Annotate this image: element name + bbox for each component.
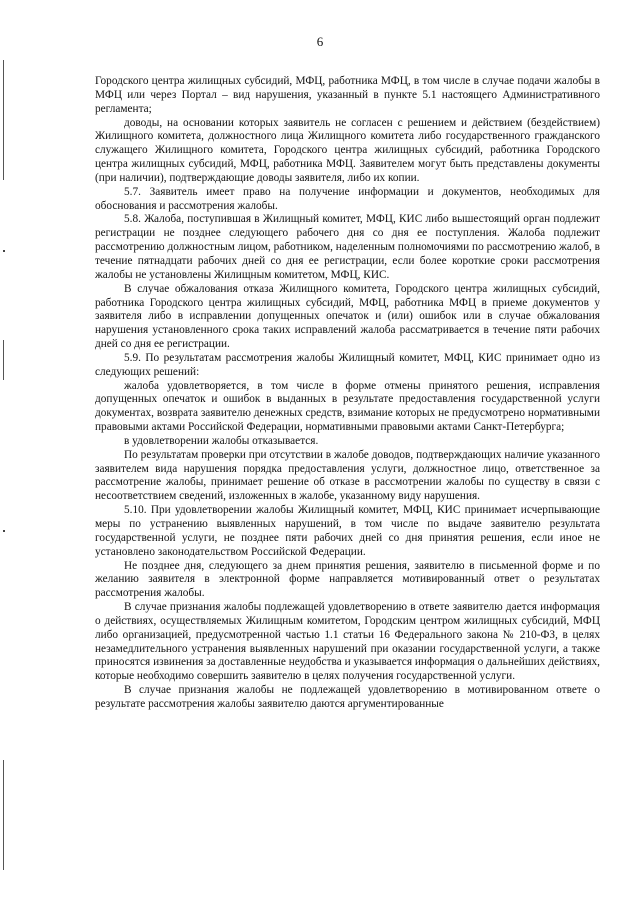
paragraph: Не позднее дня, следующего за днем принятия решения, заявителю в письменной форме и по желанию заявителя в электронной форме направляется мотивированный ответ о результатах рассмотрения жалобы. xyxy=(95,559,600,600)
paragraph: жалоба удовлетворяется, в том числе в форме отмены принятого решения, исправления допущенных опечаток и ошибок в выданных в результате предоставления государственной услуги документах, возврата заявителю денежных средств, взимание которых не предусмотрено нормативными правовыми актами Российской Федерации, нормативными правовыми актами Санкт-Петербурга; xyxy=(95,379,600,434)
paragraph-clause-5-10: 5.10. При удовлетворении жалобы Жилищный комитет, МФЦ, КИС принимает исчерпывающие меры по устранению выявленных нарушений, в том числе по выдаче заявителю результата государственной услуги, не позднее пяти рабочих дней со дня принятия решения, если иное не установлено законодательством Российской Федерации. xyxy=(95,504,600,558)
scan-edge-dot xyxy=(3,250,5,252)
page-number: 6 xyxy=(316,34,324,49)
paragraph: В случае обжалования отказа Жилищного комитета, Городского центра жилищных субсидий, работника Городского центра жилищных субсидий, МФЦ, работника МФЦ в приеме документов у заявителя либо в исправлении допущенных опечаток и (или) ошибок или в случае обжалования нарушения установленного срока таких исправлений жалоба рассматривается в течение пяти рабочих дней со дня ее регистрации. xyxy=(95,282,600,351)
paragraph: доводы, на основании которых заявитель не согласен с решением и действием (бездействием) Жилищного комитета, должностного лица Жилищного комитета либо государственного гражданского служащего Жилищного комитета, Городского центра жилищных субсидий, работника Городского центра жилищных субсидий, МФЦ, работника МФЦ. Заявителем могут быть представлены документы (при наличии), подтверждающие доводы заявителя, либо их копии. xyxy=(95,116,600,184)
scan-edge-mark xyxy=(3,340,4,380)
paragraph: По результатам проверки при отсутствии в жалобе доводов, подтверждающих наличие указанного заявителем вида нарушения порядка предоставления услуги, должностное лицо, ответственное за рассмотрение жалобы, принимает решение об отказе в рассмотрении жалобы по существу в связи с несоответствием сведений, изложенных в жалобе, указанному виду нарушения. xyxy=(95,448,600,503)
paragraph-continuation: Городского центра жилищных субсидий, МФЦ, работника МФЦ, в том числе в случае подачи жалобы в МФЦ или через Портал – вид нарушения, указанный в пункте 5.1 настоящего Административного регламента; xyxy=(95,75,600,115)
document-body xyxy=(95,75,600,712)
paragraph: В случае признания жалобы не подлежащей удовлетворению в мотивированном ответе о результате рассмотрения жалобы заявителю даются аргументированные xyxy=(95,684,600,710)
paragraph-clause-5-7: 5.7. Заявитель имеет право на получение информации и документов, необходимых для обоснования и рассмотрения жалобы. xyxy=(95,185,600,212)
paragraph: В случае признания жалобы подлежащей удовлетворению в ответе заявителю дается информация о действиях, осуществляемых Жилищным комитетом, Городским центром жилищных субсидий, МФЦ либо организацией, предусмотренной частью 1.1 статьи 16 Федерального закона № 210-ФЗ, в целях незамедлительного устранения выявленных нарушений при оказании государственной услуги, а также приносятся извинения за доставленные неудобства и указывается информация о дальнейших действиях, которые необходимо совершить заявителю в целях получения государственной услуги. xyxy=(95,601,600,683)
paragraph: в удовлетворении жалобы отказывается. xyxy=(124,434,319,447)
paragraph-clause-5-9: 5.9. По результатам рассмотрения жалобы Жилищный комитет, МФЦ, КИС принимает одно из следующих решений: xyxy=(95,351,600,378)
scan-edge-mark xyxy=(3,760,4,870)
paragraph-clause-5-8: 5.8. Жалоба, поступившая в Жилищный комитет, МФЦ, КИС либо вышестоящий орган подлежит регистрации не позднее следующего рабочего дня со дня ее поступления. Жалоба подлежит рассмотрению должностным лицом, работником, наделенным полномочиями по рассмотрению жалоб, в течение пятнадцати рабочих дней со дня ее регистрации, если более короткие сроки рассмотрения жалобы не установлены Жилищным комитетом, МФЦ, КИС. xyxy=(95,213,600,281)
scan-edge-mark xyxy=(3,60,4,180)
scan-edge-dot xyxy=(3,530,5,532)
